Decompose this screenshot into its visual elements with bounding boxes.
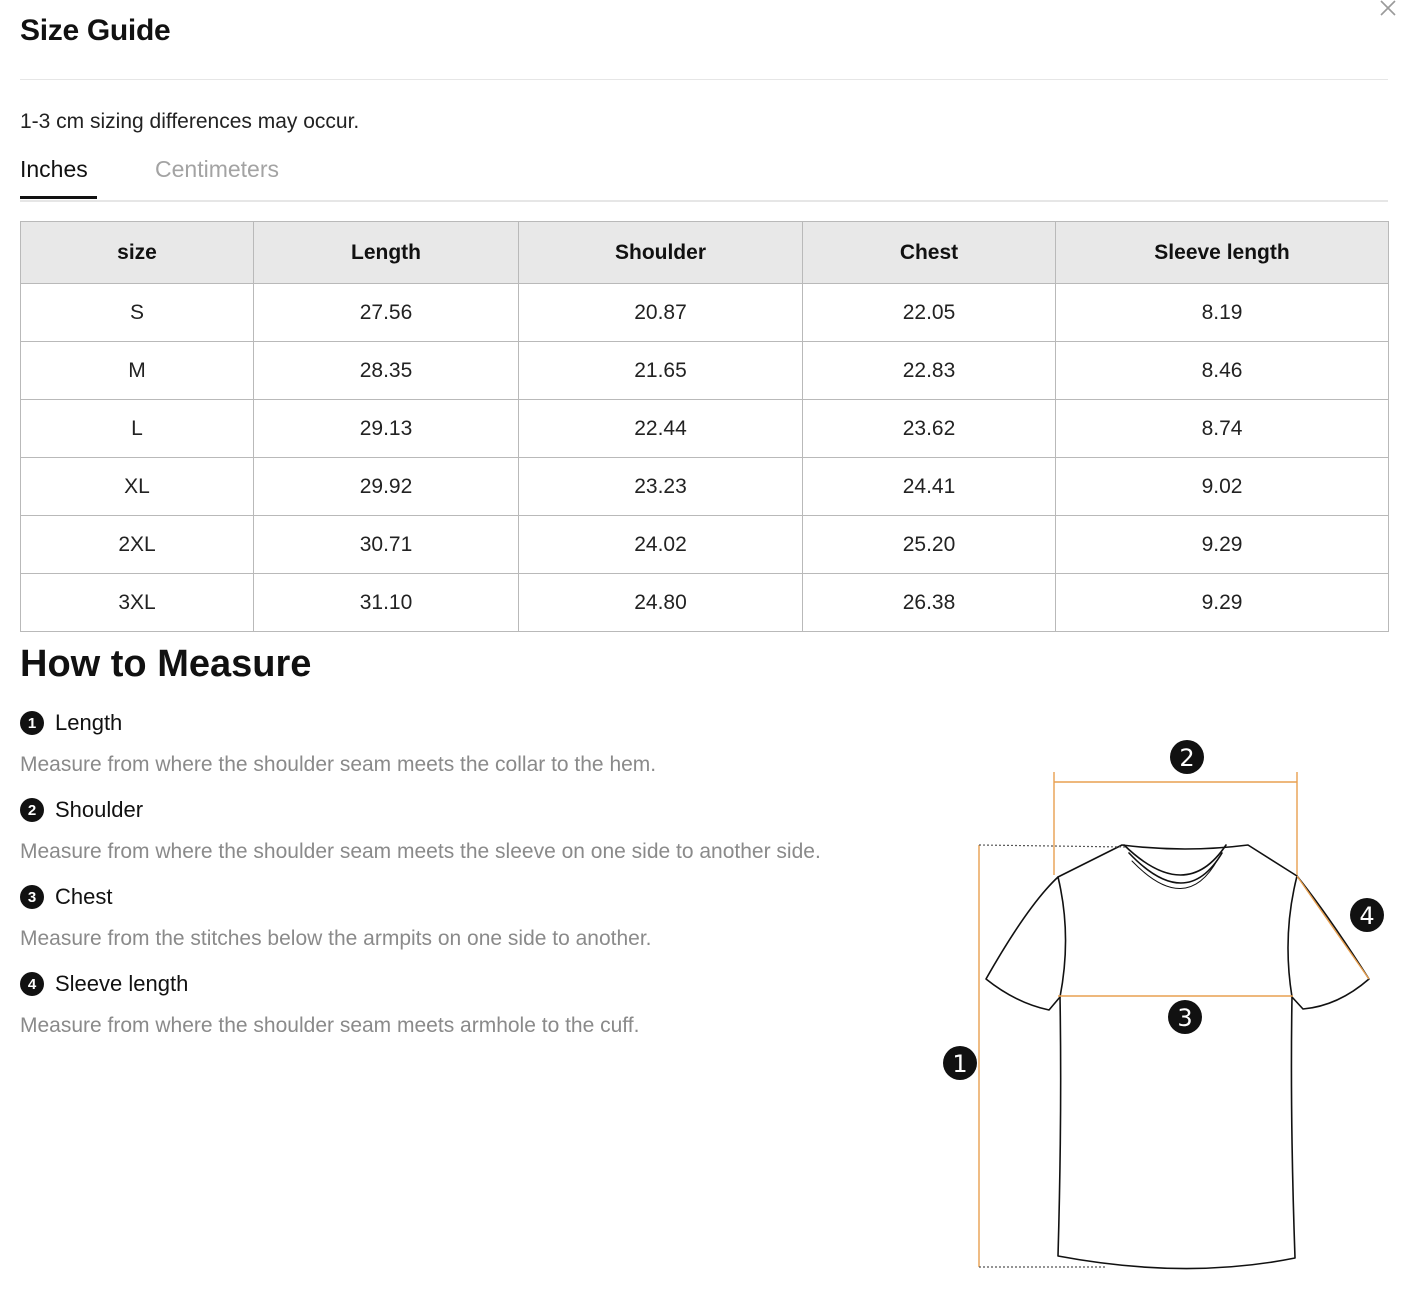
- table-cell: 25.20: [803, 516, 1056, 574]
- tshirt-measurement-diagram: [936, 735, 1396, 1280]
- table-row: [21, 342, 1389, 400]
- header-divider: [20, 79, 1388, 80]
- sizing-note: 1-3 cm sizing differences may occur.: [20, 110, 360, 133]
- marker-2: 2: [1179, 744, 1195, 772]
- unit-tabs: [20, 150, 1388, 202]
- table-header-row: [21, 222, 1389, 284]
- table-cell: 8.74: [1056, 400, 1389, 458]
- number-2-icon: 2: [20, 798, 44, 822]
- table-row: [21, 400, 1389, 458]
- table-cell: 24.02: [519, 516, 803, 574]
- table-cell: 8.19: [1056, 284, 1389, 342]
- measure-item-chest: [20, 884, 112, 910]
- table-cell: 3XL: [21, 574, 254, 632]
- table-cell: 26.38: [803, 574, 1056, 632]
- measure-item-label: Shoulder: [55, 797, 144, 822]
- table-cell: 30.71: [254, 516, 519, 574]
- table-cell: 9.29: [1056, 574, 1389, 632]
- table-cell: 22.44: [519, 400, 803, 458]
- table-cell: S: [21, 284, 254, 342]
- table-cell: 2XL: [21, 516, 254, 574]
- table-cell: 31.10: [254, 574, 519, 632]
- table-cell: 21.65: [519, 342, 803, 400]
- measure-item-shoulder: [20, 797, 143, 823]
- tshirt-outline-icon: [986, 845, 1369, 1269]
- number-3-icon: 3: [20, 885, 44, 909]
- measure-item-length: [20, 710, 122, 736]
- tab-centimeters[interactable]: Centimeters: [155, 156, 279, 182]
- how-to-measure-title: How to Measure: [20, 643, 312, 685]
- table-row: [21, 458, 1389, 516]
- table-row: [21, 574, 1389, 632]
- size-table: [20, 221, 1389, 632]
- marker-3: 3: [1177, 1004, 1193, 1032]
- close-icon[interactable]: [1377, 0, 1399, 19]
- active-tab-indicator: [20, 196, 97, 199]
- table-cell: M: [21, 342, 254, 400]
- table-cell: 24.80: [519, 574, 803, 632]
- column-header-length: Length: [254, 222, 519, 284]
- marker-1: 1: [952, 1050, 968, 1078]
- table-cell: 29.13: [254, 400, 519, 458]
- table-cell: 22.83: [803, 342, 1056, 400]
- table-cell: 22.05: [803, 284, 1056, 342]
- column-header-chest: Chest: [803, 222, 1056, 284]
- table-cell: 27.56: [254, 284, 519, 342]
- table-cell: 8.46: [1056, 342, 1389, 400]
- measure-item-label: Chest: [55, 884, 113, 909]
- table-cell: 9.02: [1056, 458, 1389, 516]
- measure-item-label: Length: [55, 710, 123, 735]
- measure-item-sleeve-length: [20, 971, 188, 997]
- table-row: [21, 516, 1389, 574]
- table-cell: L: [21, 400, 254, 458]
- table-cell: 23.62: [803, 400, 1056, 458]
- page-title: Size Guide: [20, 14, 171, 47]
- table-cell: 9.29: [1056, 516, 1389, 574]
- table-cell: XL: [21, 458, 254, 516]
- marker-4: 4: [1359, 902, 1375, 930]
- table-cell: 20.87: [519, 284, 803, 342]
- table-cell: 24.41: [803, 458, 1056, 516]
- column-header-size: size: [21, 222, 254, 284]
- measure-item-desc: Measure from where the shoulder seam meets armhole to the cuff.: [20, 1014, 640, 1037]
- column-header-shoulder: Shoulder: [519, 222, 803, 284]
- measure-item-desc: Measure from where the shoulder seam meets the sleeve on one side to another side.: [20, 840, 821, 863]
- number-4-icon: 4: [20, 972, 44, 996]
- column-header-sleeve-length: Sleeve length: [1056, 222, 1389, 284]
- measure-item-desc: Measure from the stitches below the armpits on one side to another.: [20, 927, 652, 950]
- table-row: [21, 284, 1389, 342]
- tab-inches[interactable]: Inches: [20, 156, 88, 182]
- number-1-icon: 1: [20, 711, 44, 735]
- measure-item-label: Sleeve length: [55, 971, 189, 996]
- measure-item-desc: Measure from where the shoulder seam meets the collar to the hem.: [20, 753, 657, 776]
- table-cell: 23.23: [519, 458, 803, 516]
- table-cell: 28.35: [254, 342, 519, 400]
- table-cell: 29.92: [254, 458, 519, 516]
